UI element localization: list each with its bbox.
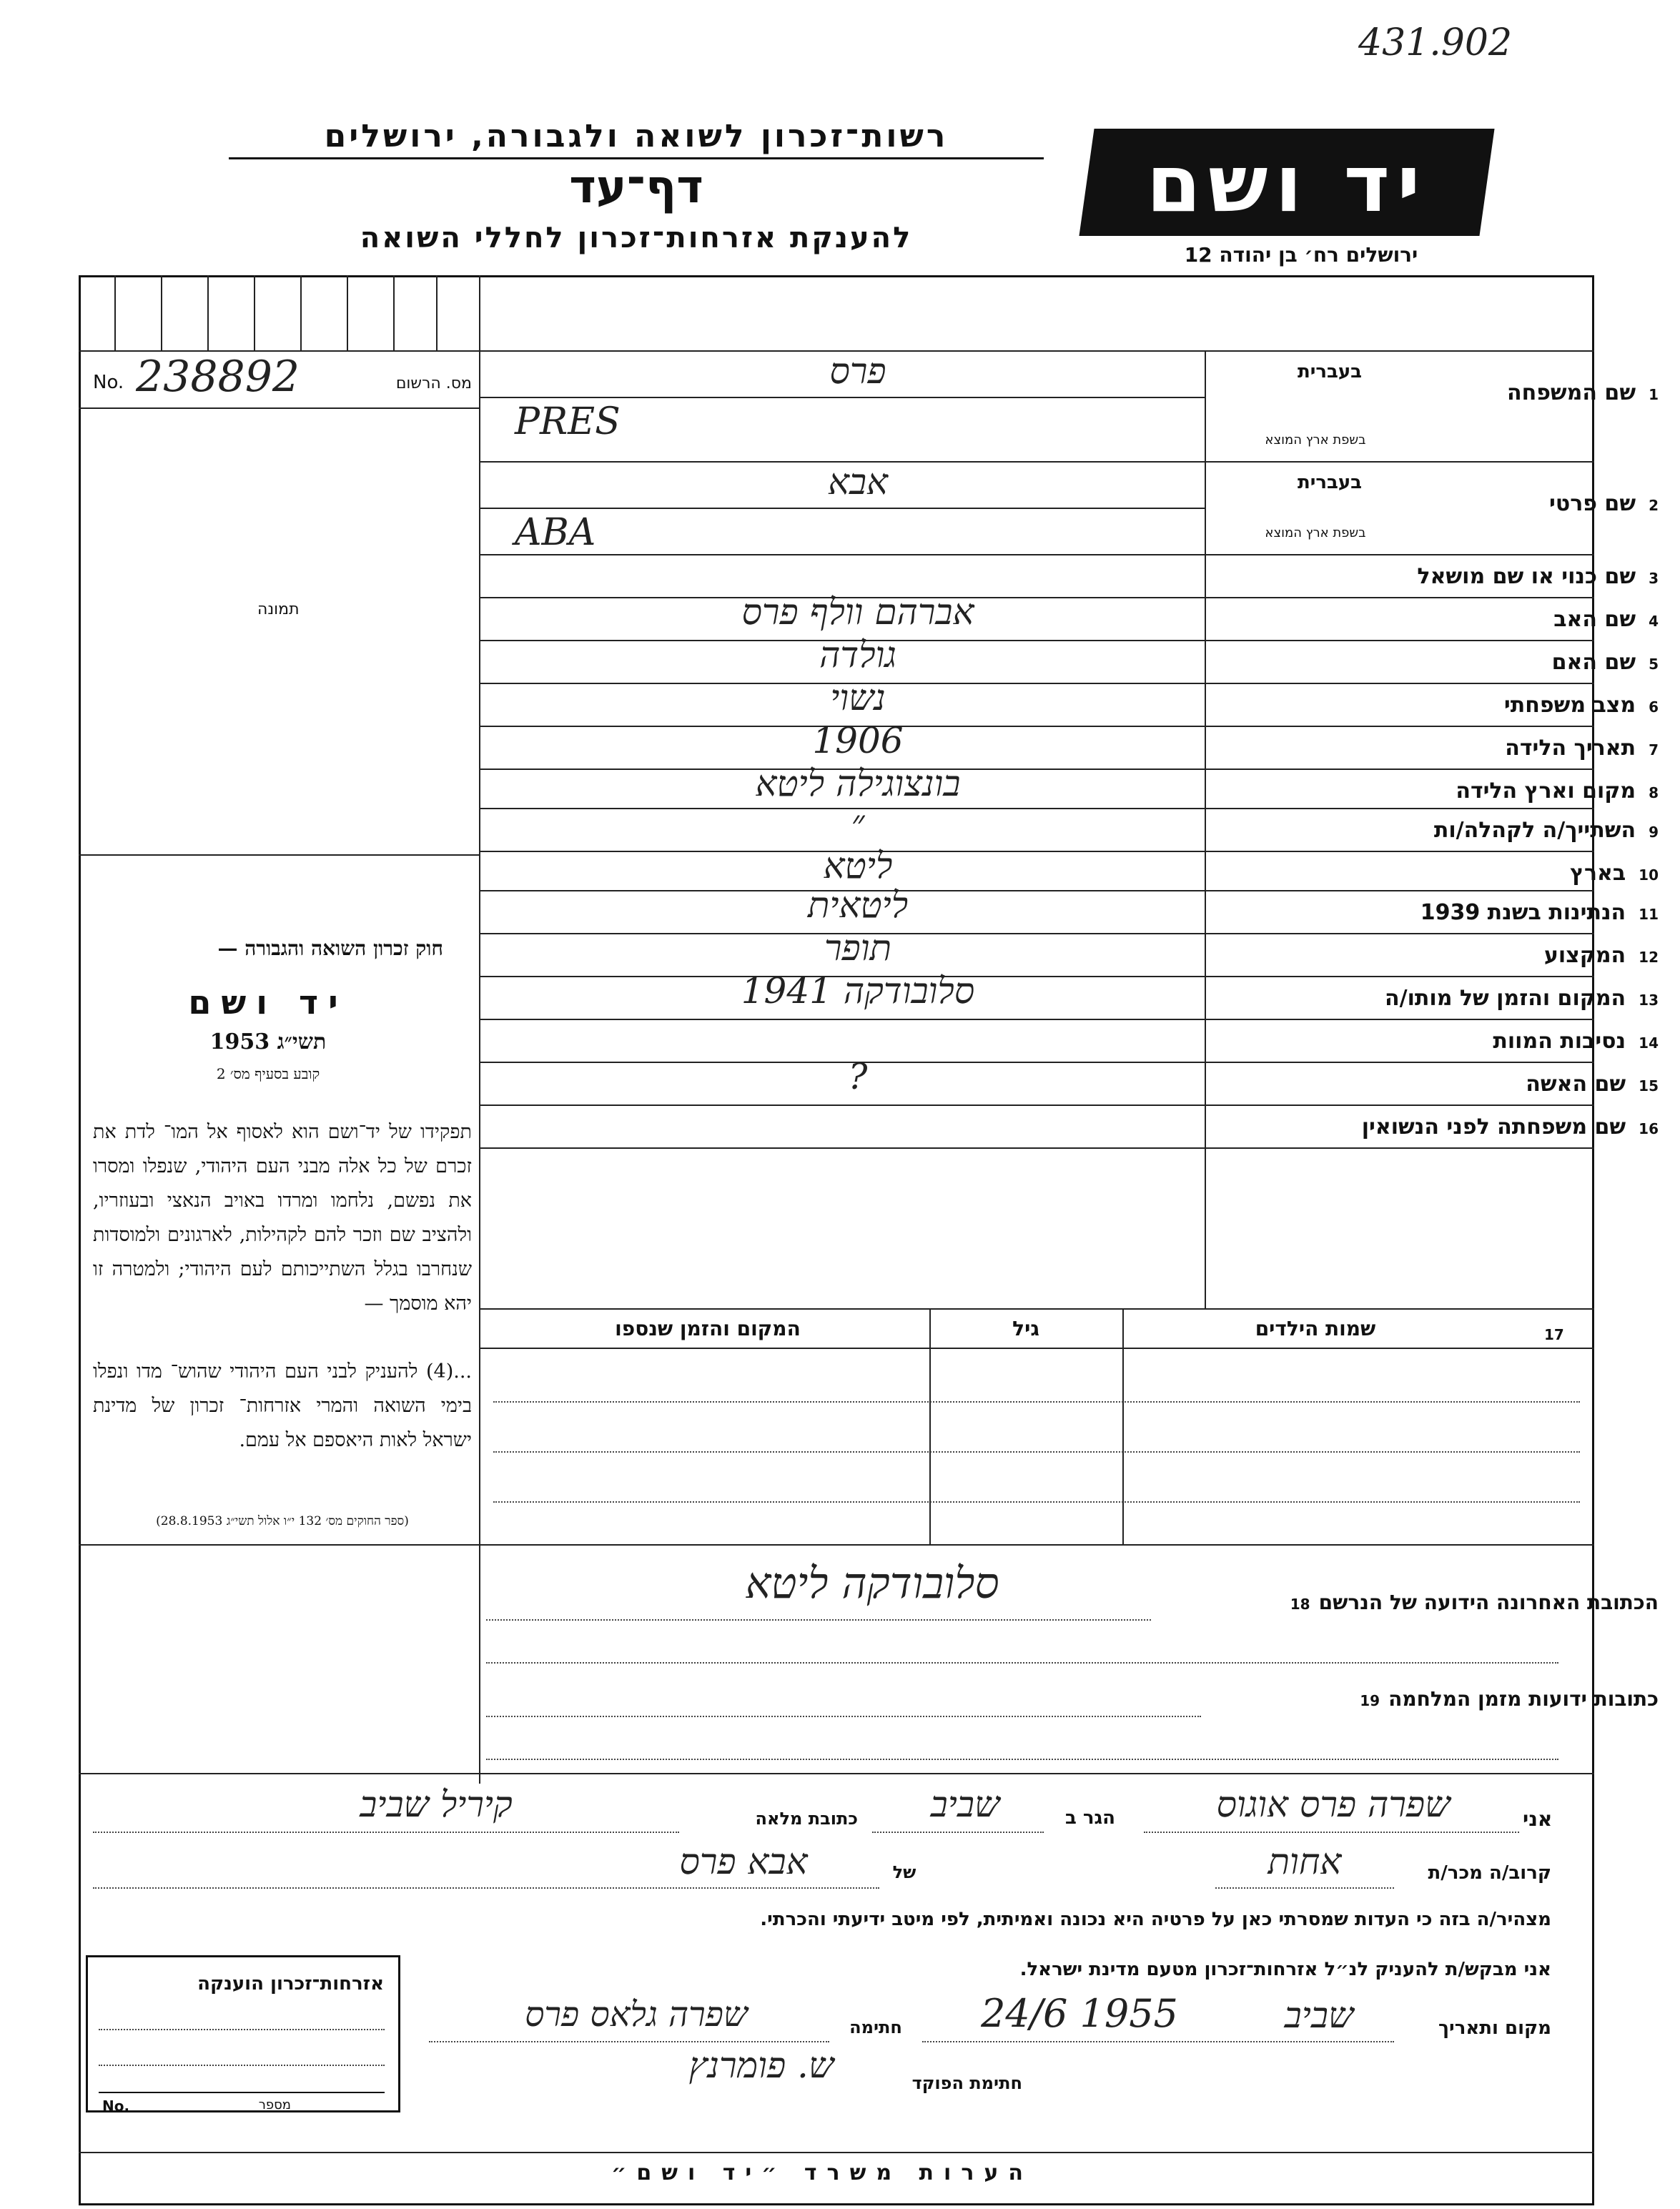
field-sub-divider bbox=[479, 397, 1205, 398]
field-12-value: תופר bbox=[824, 927, 892, 969]
law-body: תפקידו של יד־ושם הוא לאסוף אל המו־ לדת את זכרם של כל אלה מבני העם היהודי, שנפלו ומסרו את נפשם, נלחמו ומרדו באויב הנאצי ובעוזריו, ולהציב שם וזכר להם לקהילות, לארגונים ולמוסדות שנחרבו בגלל השתייכותם לעם היהודי; ולמטרה זו יהא מוסמך — bbox=[93, 1121, 472, 1315]
field-12-number: 12 bbox=[1639, 949, 1659, 966]
field-12-label-text: המקצוע bbox=[1543, 943, 1626, 968]
field-9-label bbox=[1434, 818, 1659, 843]
archive-number: 431.902 bbox=[1358, 21, 1513, 64]
field-14-number: 14 bbox=[1639, 1034, 1659, 1052]
registration-number: 238892 bbox=[136, 352, 300, 402]
field-15-label bbox=[1526, 1072, 1659, 1097]
grant-box-title: אזרחות־זכרון הוענקה bbox=[197, 1973, 384, 1995]
field-1-label bbox=[1507, 380, 1659, 405]
decl-of-label: של bbox=[892, 1862, 916, 1882]
field-5-number: 5 bbox=[1649, 656, 1659, 673]
field-8-value: בונצוגילה ליטא bbox=[755, 763, 961, 804]
field-13-label-text: המקום והזמן של מותו/ה bbox=[1385, 986, 1626, 1011]
law-body-2: ...(4) להעניק לבני העם היהודי שהוש־ מדו ונפלו בימי השואה והמרי אזרחות־ זכרון של מדינת ישראל לאות היאספם אל עמם. bbox=[93, 1360, 472, 1451]
field-2-sub: בשפת ארץ המוצא bbox=[1265, 525, 1366, 540]
field-1-number: 1 bbox=[1649, 386, 1659, 403]
field-10-number: 10 bbox=[1639, 866, 1659, 884]
field-6-value: נשוי bbox=[830, 677, 886, 718]
declarant-signature: שפרה גלאס פרס bbox=[525, 1995, 748, 2035]
field-19-label: כתובות ידועות מזמן המלחמה19 bbox=[1360, 1687, 1659, 1711]
document-title: דף־עד bbox=[569, 161, 703, 214]
declarant-relation: אחות bbox=[1268, 1841, 1342, 1882]
document-subtitle: להענקת אזרחות־זכרון לחללי השואה bbox=[360, 222, 913, 254]
field-9-value: ״ bbox=[851, 802, 865, 844]
field-12-label bbox=[1544, 943, 1659, 968]
field-10-label bbox=[1570, 861, 1659, 886]
field-8-label-text: מקום וארץ הלידה bbox=[1456, 779, 1636, 804]
field-1-tag: בעברית bbox=[1297, 361, 1363, 382]
field-11-label-text: הנתינות בשנת 1939 bbox=[1420, 900, 1626, 925]
field-18-label: הכתובת האחרונה הידועה של הנרשם18 bbox=[1290, 1591, 1659, 1614]
field-row-divider bbox=[479, 1019, 1594, 1020]
top-strip-cells bbox=[479, 275, 480, 1784]
declarant-of-name: אבא פרס bbox=[679, 1841, 808, 1882]
field-5-label-text: שם האם bbox=[1551, 650, 1636, 675]
field-4-label-text: שם האב bbox=[1553, 607, 1636, 632]
logo-text: יד ושם bbox=[1146, 138, 1428, 229]
declarant-address: קיריל שביב bbox=[360, 1784, 513, 1825]
field-7-label bbox=[1505, 736, 1659, 761]
field-4-number: 4 bbox=[1649, 613, 1659, 630]
field-11-number: 11 bbox=[1639, 906, 1659, 923]
photo-label: תמונה bbox=[257, 601, 300, 618]
field-13-number: 13 bbox=[1639, 992, 1659, 1009]
field-1-value: פרס bbox=[829, 350, 886, 392]
field-14-label-text: נסיבות המוות bbox=[1493, 1029, 1626, 1054]
decl-address-label: כתובת מלאה bbox=[755, 1809, 858, 1829]
law-year: תשי״ג 1953 bbox=[209, 1029, 327, 1054]
law-reference: (ספר החוקים מס׳ 132 י״ו אלול תשי״ג 28.8.1953) bbox=[156, 1514, 409, 1528]
place-date-label: מקום ותאריך bbox=[1438, 2017, 1551, 2039]
field-9-number: 9 bbox=[1649, 824, 1659, 841]
children-num: 17 bbox=[1544, 1326, 1564, 1343]
declarant-city: שביב bbox=[930, 1784, 1000, 1825]
signature-label: חתימה bbox=[849, 2017, 902, 2037]
date-value: 24/6 1955 bbox=[981, 1991, 1178, 2036]
field-3-label bbox=[1417, 564, 1659, 589]
officer-signature: ש. פומרנץ bbox=[688, 2045, 834, 2086]
logo-address: ירושלים רח׳ בן יהודה 12 bbox=[1184, 243, 1418, 267]
field-9-label-text: השתייך/ה לקהלה/ות bbox=[1433, 818, 1636, 843]
place-value: שביב bbox=[1284, 1995, 1354, 2036]
field-10-label-text: בארץ bbox=[1570, 861, 1626, 886]
declarant-name: שפרה פרס אוגוס bbox=[1216, 1784, 1451, 1825]
field-7-number: 7 bbox=[1649, 741, 1659, 758]
field-2-tag: בעברית bbox=[1297, 472, 1363, 493]
law-title: חוק זכרון השואה והגבורה — bbox=[217, 937, 443, 960]
decl-statement-1: מצהיר/ה בזה כי העדות שמסרתי כאן על פרטיה היא נכונה ואמיתית, לפי מיטב ידיעתי והכרתי. bbox=[760, 1909, 1551, 1930]
footer-notes: הערות משרד ״יד ושם״ bbox=[611, 2160, 1033, 2185]
field-2-label bbox=[1549, 491, 1659, 516]
law-name: יד ושם bbox=[188, 983, 348, 1022]
field-5-value: גולדה bbox=[819, 634, 896, 676]
decl-ani: אני bbox=[1523, 1807, 1553, 1831]
field-14-label bbox=[1493, 1029, 1659, 1054]
field-13-value: סלובודקה 1941 bbox=[741, 970, 975, 1012]
field-10-value: ליטא bbox=[823, 845, 893, 886]
field-13-label bbox=[1385, 986, 1659, 1011]
field-15-value: ? bbox=[848, 1056, 868, 1097]
field-5-label bbox=[1552, 650, 1659, 675]
children-place-header: המקום והזמן שנספו bbox=[615, 1317, 801, 1340]
field-15-label-text: שם האשה bbox=[1526, 1072, 1626, 1097]
decl-resides-label: הגר ב bbox=[1064, 1807, 1116, 1829]
field-6-label bbox=[1504, 693, 1659, 718]
children-names-header: שמות הילדים bbox=[1255, 1317, 1376, 1340]
field-11-label bbox=[1420, 900, 1659, 925]
field-1-value-latin: PRES bbox=[515, 400, 621, 443]
children-age-header: גיל bbox=[1012, 1317, 1039, 1340]
field-row-divider bbox=[479, 1147, 1594, 1149]
authority-title: רשות־זכרון לשואה ולגבורה, ירושלים bbox=[229, 118, 1044, 159]
grant-box-no: No. bbox=[102, 2097, 130, 2115]
law-clause: קובע בסעיף מס׳ 2 bbox=[216, 1065, 320, 1082]
field-3-number: 3 bbox=[1649, 570, 1659, 587]
field-sub-divider bbox=[479, 508, 1205, 509]
field-row-divider bbox=[479, 1104, 1594, 1106]
registration-no: No. 238892 מס. הרשום bbox=[93, 352, 472, 402]
field-1-sub: בשפת ארץ המוצא bbox=[1265, 433, 1366, 448]
field-2-number: 2 bbox=[1649, 497, 1659, 514]
field-6-label-text: מצב משפחתי bbox=[1503, 693, 1636, 718]
decl-statement-2: אני מבקש/ת להעניק לנ״ל אזרחות־זכרון מטעם מדינת ישראל. bbox=[1019, 1959, 1551, 1980]
officer-label: חתימת הפוקד bbox=[911, 2073, 1022, 2093]
field-18-value: סלובודקה ליטא bbox=[745, 1558, 999, 1608]
field-1-label-text: שם המשפחה bbox=[1506, 380, 1636, 405]
field-7-label-text: תאריך הלידה bbox=[1505, 736, 1636, 761]
field-7-value: 1906 bbox=[812, 720, 904, 761]
grant-box-number-label: מספר bbox=[258, 2097, 291, 2112]
field-11-value: ליטאית bbox=[807, 884, 909, 926]
field-4-value: אברהם וולף פרס bbox=[741, 591, 974, 633]
field-15-number: 15 bbox=[1639, 1077, 1659, 1094]
field-2-value: אבא bbox=[827, 461, 889, 503]
grant-box bbox=[86, 1955, 400, 2115]
field-2-label-text: שם פרטי bbox=[1548, 491, 1636, 516]
field-6-number: 6 bbox=[1649, 698, 1659, 716]
field-3-label-text: שם כנוי או שם מושאל bbox=[1417, 564, 1636, 589]
field-row-divider bbox=[479, 554, 1594, 555]
field-16-label bbox=[1362, 1115, 1659, 1140]
field-2-value-latin: ABA bbox=[515, 511, 596, 554]
field-16-label-text: שם משפחתה לפני הנשואין bbox=[1361, 1115, 1626, 1140]
decl-relative-label: קרוב/ה מכר/ת bbox=[1428, 1862, 1551, 1884]
field-8-label bbox=[1456, 779, 1659, 804]
field-16-number: 16 bbox=[1639, 1120, 1659, 1137]
field-8-number: 8 bbox=[1649, 784, 1659, 801]
field-4-label bbox=[1553, 607, 1659, 632]
